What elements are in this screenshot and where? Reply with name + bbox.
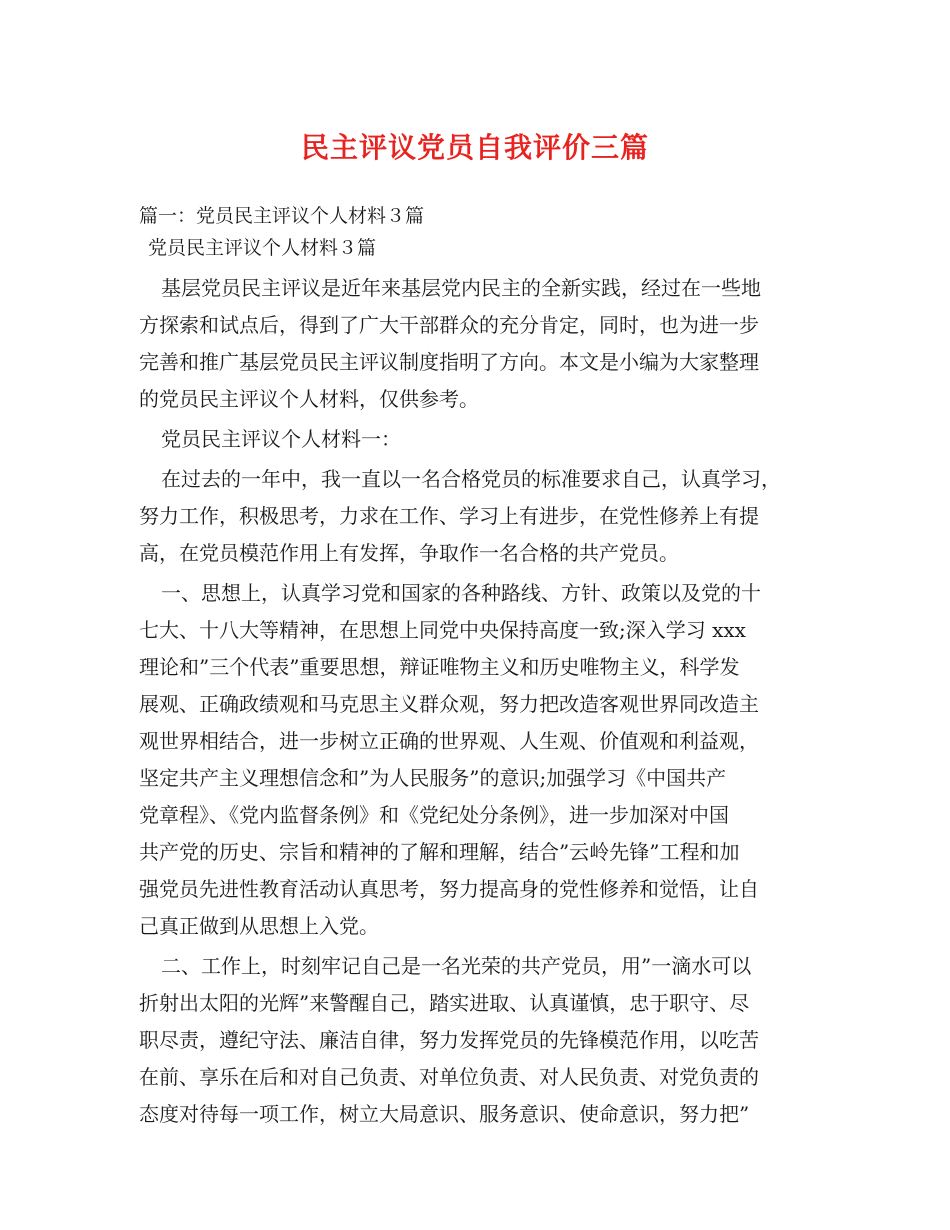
paragraph-line: 坚定共产主义理想信念和”为人民服务”的意识;加强学习《中国共产 [139, 766, 727, 790]
paragraph-line: 强党员先进性教育活动认真思考，努力提高身的党性修养和觉悟，让自 [139, 877, 759, 901]
document-body [139, 203, 819, 1141]
paragraph-line: 职尽责，遵纪守法、廉洁自律，努力发挥党员的先锋模范作用，以吃苦 [139, 1028, 759, 1052]
paragraph-line: 态度对待每一项工作，树立大局意识、服务意识、使命意识，努力把” [139, 1102, 750, 1126]
paragraph-line: 一、思想上，认真学习党和国家的各种路线、方针、政策以及党的十 [161, 581, 761, 605]
sub-heading: 党员民主评议个人材料３篇 [148, 237, 377, 259]
paragraph-line: 二、工作上，时刻牢记自己是一名光荣的共产党员，用”一滴水可以 [161, 954, 752, 978]
paragraph-work [139, 953, 819, 1127]
document-title: 民主评议党员自我评价三篇 [300, 131, 649, 164]
paragraph-line: 己真正做到从思想上入党。 [139, 914, 379, 938]
paragraph-line: 基层党员民主评议是近年来基层党内民主的全新实践，经过在一些地 [161, 276, 761, 300]
paragraph-line: 努力工作，积极思考，力求在工作、学习上有进步，在党性修养上有提 [139, 504, 759, 528]
paragraph-line: 高，在党员模范作用上有发挥，争取作一名合格的共产党员。 [139, 541, 679, 565]
paragraph-line: 在前、享乐在后和对自己负责、对单位负责、对人民负责、对党负责的 [139, 1065, 759, 1089]
paragraph-line: 党章程》、《党内监督条例》和《党纪处分条例》，进一步加深对中国 [139, 803, 729, 827]
paragraph-line: 完善和推广基层党员民主评议制度指明了方向。本文是小编为大家整理 [139, 350, 759, 374]
paragraph-line: 党员民主评议个人材料一： [161, 427, 401, 451]
paragraph-line: 折射出太阳的光辉”来警醒自己，踏实进取、认真谨慎，忠于职守、尽 [139, 991, 750, 1015]
paragraph-past-year [139, 466, 819, 566]
paragraph-line: 观世界相结合，进一步树立正确的世界观、人生观、价值观和利益观， [139, 729, 759, 753]
paragraph-line: 的党员民主评议个人材料，仅供参考。 [139, 387, 479, 411]
paragraph-line: 共产党的历史、宗旨和精神的了解和理解，结合”云岭先锋”工程和加 [139, 840, 740, 864]
paragraph-line: 在过去的一年中，我一直以一名合格党员的标准要求自己，认真学习， [161, 467, 781, 491]
paragraph-ideology [139, 580, 819, 939]
paragraph-line: 方探索和试点后，得到了广大干部群众的充分肯定，同时，也为进一步 [139, 313, 759, 337]
paragraph-line: 展观、正确政绩观和马克思主义群众观，努力把改造客观世界同改造主 [139, 692, 759, 716]
paragraph-material-one-label [139, 426, 819, 452]
paragraph-line: 理论和”三个代表”重要思想，辩证唯物主义和历史唯物主义，科学发 [139, 655, 740, 679]
paragraph-intro [139, 275, 819, 412]
paragraph-line: 七大、十八大等精神，在思想上同党中央保持高度一致;深入学习 xxx [139, 618, 746, 642]
section-heading: 篇一：党员民主评议个人材料３篇 [139, 205, 425, 227]
